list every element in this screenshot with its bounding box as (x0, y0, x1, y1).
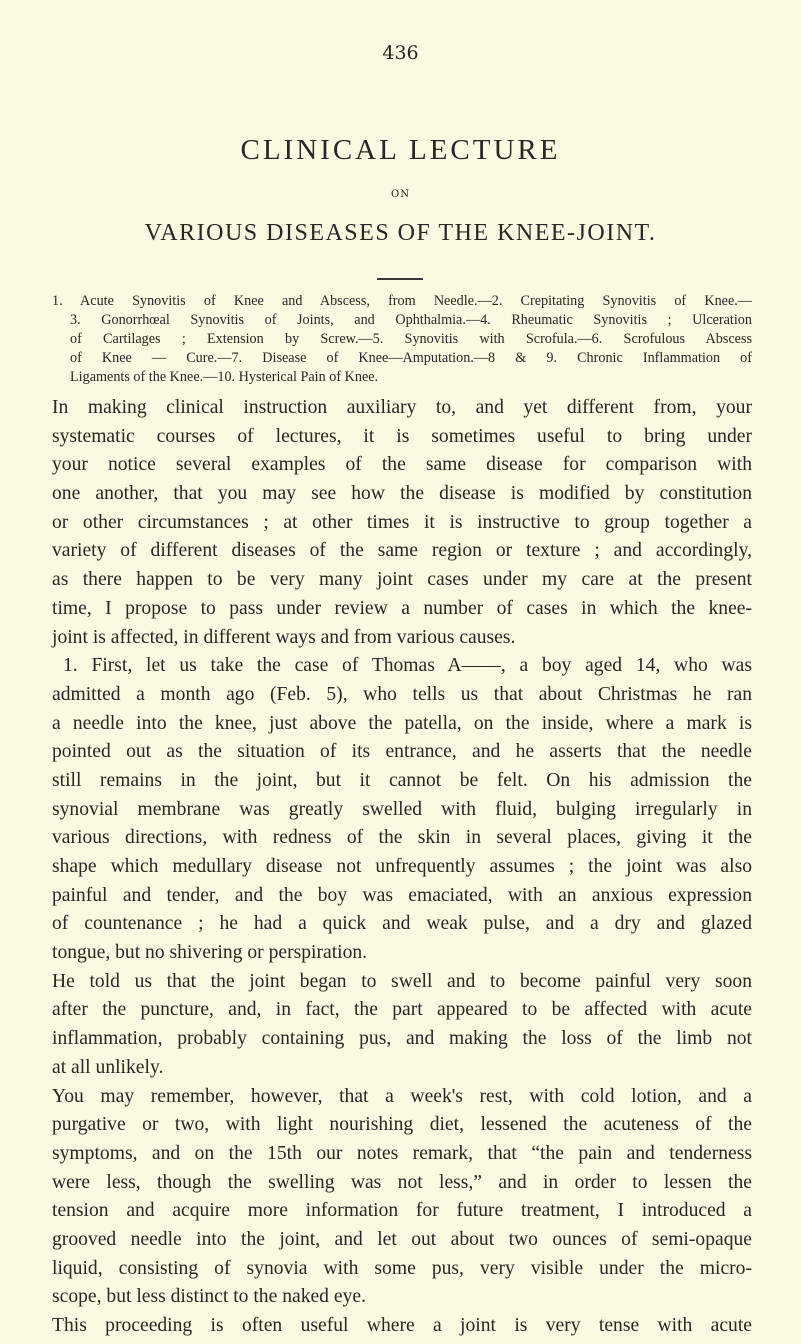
text-line: This proceeding is often useful where a joint is very tense with acute (52, 1315, 752, 1336)
text-line: painful and tender, and the boy was emaciated, with an anxious expression (52, 884, 752, 906)
text-line: systematic courses of lectures, it is sometimes useful to bring under (52, 425, 752, 447)
paragraph (52, 394, 752, 652)
text-line: You may remember, however, that a week's rest, with cold lotion, and a (52, 1085, 752, 1107)
text-line: In making clinical instruction auxiliary to, and yet different from, your (52, 397, 752, 418)
page-number: 436 (382, 42, 419, 64)
paragraph (52, 652, 752, 968)
lecture-title: CLINICAL LECTURE (240, 134, 561, 166)
text-line: your notice several examples of the same disease for comparison with (52, 454, 752, 476)
text-line: at all unlikely. (52, 1056, 164, 1078)
text-line: tongue, but no shivering or perspiration. (52, 942, 368, 964)
summary-line: 1. Acute Synovitis of Knee and Abscess, from Needle.—2. Crepitating Synovitis of Knee.— (52, 293, 752, 309)
text-line: purgative or two, with light nourishing diet, lessened the acuteness of the (52, 1114, 752, 1136)
lecture-subtitle: VARIOUS DISEASES OF THE KNEE-JOINT. (144, 220, 657, 246)
text-line: 1. First, let us take the case of Thomas A——, a boy aged 14, who was (63, 655, 752, 677)
text-line: liquid, consisting of synovia with some pus, very visible under the micro- (52, 1257, 752, 1279)
text-line: shape which medullary disease not unfrequently assumes ; the joint was also (52, 856, 752, 877)
title-connector: ON (391, 189, 410, 200)
text-line: tension and acquire more information for future treatment, I introduced a (52, 1200, 752, 1222)
text-line: as there happen to be very many joint cases under my care at the present (52, 569, 752, 591)
text-line: still remains in the joint, but it cannot be felt. On his admission the (52, 769, 752, 791)
text-line: inflammation, probably containing pus, and making the loss of the limb not (52, 1028, 752, 1050)
paragraph (52, 1312, 752, 1341)
text-line: symptoms, and on the 15th our notes remark, that “the pain and tenderness (52, 1142, 752, 1164)
text-line: a needle into the knee, just above the patella, on the inside, where a mark is (52, 712, 752, 734)
paragraph (52, 968, 752, 1083)
text-line: admitted a month ago (Feb. 5), who tells us that about Christmas he ran (52, 683, 752, 705)
text-line: joint is affected, in different ways and from various causes. (52, 626, 516, 648)
text-line: were less, though the swelling was not less,” and in order to lessen the (52, 1171, 752, 1193)
title-rule-divider (377, 278, 423, 280)
summary-line: of Knee — Cure.—7. Disease of Knee—Amputation.—8 & 9. Chronic Inflammation of (70, 350, 752, 366)
text-line: time, I propose to pass under review a number of cases in which the knee- (52, 597, 752, 619)
text-line: various directions, with redness of the skin in several places, giving it the (52, 827, 752, 849)
summary-line: 3. Gonorrhœal Synovitis of Joints, and Ophthalmia.—4. Rheumatic Synovitis ; Ulceration (70, 312, 752, 328)
summary-line: of Cartilages ; Extension by Screw.—5. Synovitis with Scrofula.—6. Scrofulous Abscess (70, 331, 752, 347)
text-line: variety of different diseases of the same region or texture ; and accordingly, (52, 540, 752, 562)
summary-line: Ligaments of the Knee.—10. Hysterical Pain of Knee. (70, 369, 379, 385)
text-line: synovial membrane was greatly swelled with fluid, bulging irregularly in (52, 798, 752, 820)
lecture-body-text (52, 394, 752, 1341)
text-line: grooved needle into the joint, and let out about two ounces of semi-opaque (52, 1228, 752, 1250)
text-line: scope, but less distinct to the naked eye. (52, 1286, 366, 1308)
text-line: of countenance ; he had a quick and weak pulse, and a dry and glazed (52, 913, 752, 935)
paragraph (52, 1083, 752, 1313)
text-line: or other circumstances ; at other times it is instructive to group together a (52, 511, 752, 533)
text-line: He told us that the joint began to swell and to become painful very soon (52, 970, 752, 992)
text-line: after the puncture, and, in fact, the part appeared to be affected with acute (52, 999, 752, 1021)
contents-summary (52, 292, 752, 387)
text-line: one another, that you may see how the disease is modified by constitution (52, 483, 752, 505)
text-line: pointed out as the situation of its entrance, and he asserts that the needle (52, 741, 752, 763)
